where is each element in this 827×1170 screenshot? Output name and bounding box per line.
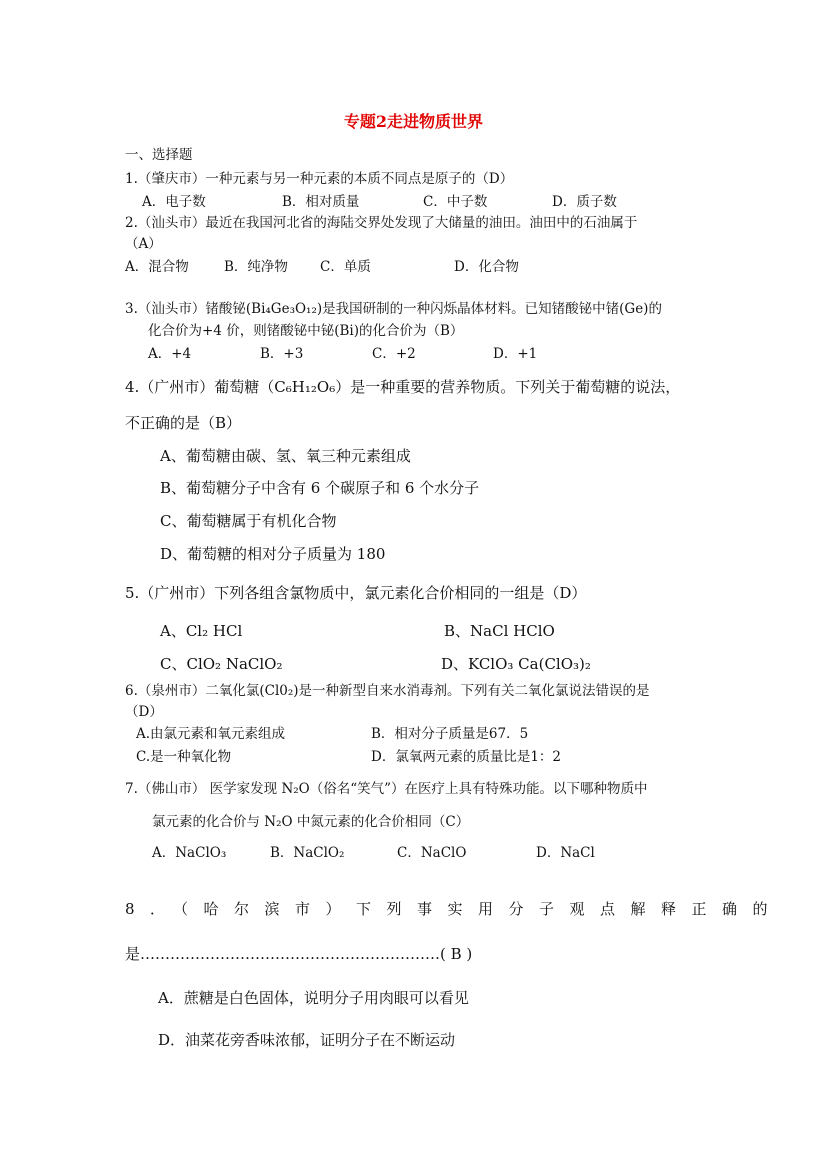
question-7-option-a: A．NaClO₃	[152, 845, 227, 861]
question-1-option-d: D．质子数	[552, 194, 617, 210]
question-4-stem-line2: 不正确的是（B）	[125, 414, 242, 432]
question-4-option-c: C、葡萄糖属于有机化合物	[160, 512, 337, 530]
question-5-option-a: A、Cl₂ HCl	[160, 622, 243, 640]
question-7-option-b: B．NaClO₂	[270, 845, 345, 861]
question-5-option-b: B、NaCl HClO	[444, 622, 555, 640]
question-3-stem-line2: 化合价为+4 价，则锗酸铋中铋(Bi)的化合价为（B）	[148, 323, 464, 339]
question-2-stem-line1: 2.（汕头市）最近在我国河北省的海陆交界处发现了大储量的油田。油田中的石油属于	[125, 215, 638, 231]
question-2-option-a: A．混合物	[125, 259, 189, 275]
question-6-option-b: B．相对分子质量是67．5	[371, 726, 529, 742]
question-6-stem-line1: 6.（泉州市）二氧化氯(Cl0₂)是一种新型自来水消毒剂。下列有关二氧化氯说法错误的是	[125, 683, 650, 699]
question-7-option-d: D．NaCl	[536, 845, 595, 861]
question-5-stem: 5.（广州市）下列各组含氯物质中，氯元素化合价相同的一组是（D）	[125, 584, 587, 602]
section-heading: 一、选择题	[125, 147, 193, 163]
question-3-option-d: D．+1	[493, 346, 538, 362]
question-8-option-a: A．蔗糖是白色固体，说明分子用肉眼可以看见	[158, 989, 469, 1007]
question-3-option-a: A．+4	[148, 346, 192, 362]
question-4-option-d: D、葡萄糖的相对分子质量为 180	[160, 545, 386, 563]
question-3-option-b: B．+3	[260, 346, 304, 362]
question-6-option-c: C.是一种氧化物	[136, 749, 232, 765]
question-8-stem-line2: 是……………………………………………………( B )	[125, 945, 473, 963]
page-title: 专题2走进物质世界	[343, 112, 484, 131]
question-8-option-d: D．油菜花旁香味浓郁，证明分子在不断运动	[158, 1031, 456, 1049]
question-7-stem-line2: 氯元素的化合价与 N₂O 中氮元素的化合价相同（C）	[152, 814, 470, 830]
question-1-option-b: B．相对质量	[282, 194, 360, 210]
question-8-stem-line1: 8．（哈尔滨市）下列事实用分子观点解释正确的	[125, 900, 784, 918]
question-2-option-c: C．单质	[320, 259, 371, 275]
question-3-stem-line1: 3.（汕头市）锗酸铋(Bi₄Ge₃O₁₂)是我国研制的一种闪烁晶体材料。已知锗酸铋中锗(Ge)的	[125, 301, 662, 317]
question-7-stem-line1: 7.（佛山市） 医学家发现 N₂O（俗名“笑气”）在医疗上具有特殊功能。以下哪种物质中	[125, 781, 648, 797]
question-1-option-a: A．电子数	[142, 194, 206, 210]
question-6-option-d: D．氯氧两元素的质量比是1：2	[371, 749, 562, 765]
question-2-option-d: D．化合物	[454, 259, 519, 275]
question-7-option-c: C．NaClO	[397, 845, 467, 861]
question-6-option-a: A.由氯元素和氧元素组成	[136, 726, 286, 742]
question-2-option-b: B．纯净物	[224, 259, 288, 275]
question-5-option-c: C、ClO₂ NaClO₂	[160, 655, 283, 673]
question-6-stem-line2: （D）	[125, 704, 163, 720]
question-4-stem-line1: 4.（广州市）葡萄糖（C₆H₁₂O₆）是一种重要的营养物质。下列关于葡萄糖的说法，	[125, 378, 681, 396]
question-5-option-d: D、KClO₃ Ca(ClO₃)₂	[441, 655, 591, 673]
question-4-option-a: A、葡萄糖由碳、氢、氧三种元素组成	[160, 447, 411, 465]
question-4-option-b: B、葡萄糖分子中含有 6 个碳原子和 6 个水分子	[160, 479, 480, 497]
question-3-option-c: C．+2	[372, 346, 416, 362]
question-1-stem: 1.（肇庆市）一种元素与另一种元素的本质不同点是原子的（D）	[125, 171, 514, 187]
question-1-option-c: C．中子数	[423, 194, 488, 210]
question-2-stem-line2: （A）	[125, 236, 162, 252]
